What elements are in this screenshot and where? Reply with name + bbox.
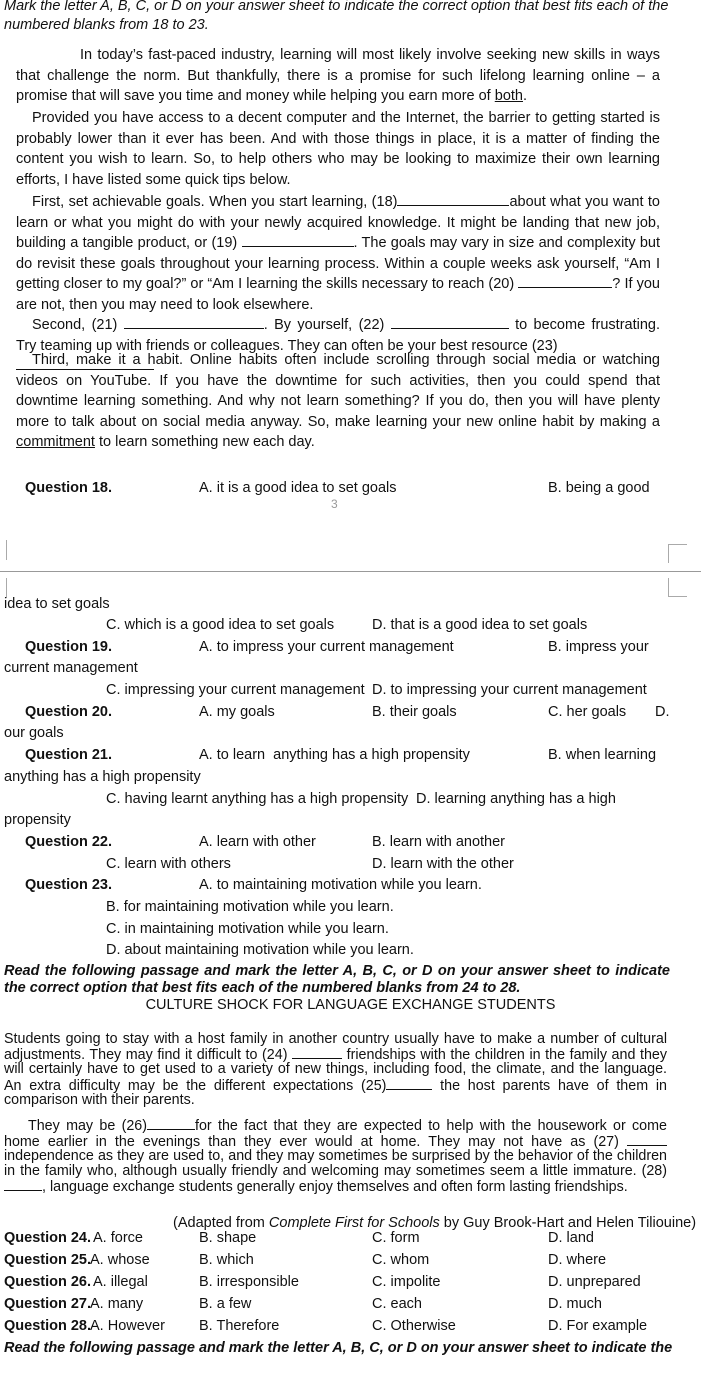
q27-option-c[interactable]: C. each	[372, 1296, 422, 1312]
q19-label: Question 19.	[25, 639, 113, 655]
blank-28	[4, 1178, 42, 1191]
passage1-paragraph-1: In today’s fast-paced industry, learning will most likely involve seeking new skills in ways that challenge the norm. But thankfully, there is a promise for such lifelong learning online – a promise that will save you time and money while helping you earn more of both.	[16, 47, 660, 105]
q24-option-c[interactable]: C. form	[372, 1230, 420, 1246]
q23-label: Question 23.	[25, 877, 113, 893]
q18-option-b-part2[interactable]: idea to set goals	[4, 596, 110, 612]
passage1-paragraph-5: Third, make it a habit. Online habits often include scrolling through social media or watching videos on YouTube. If you have the downtime for such activities, then you could spend that downtime learning something. And why not learn something? If you do, then you will have plenty more to talk about on social media anyway. So, make learning your new online habit by making a commitment to learn something new each day.	[16, 352, 660, 451]
q28-option-b[interactable]: B. Therefore	[199, 1318, 280, 1334]
q19-option-c[interactable]: C. impressing your current management	[106, 682, 365, 698]
q21-option-b-part1[interactable]: B. when learning	[548, 747, 657, 763]
q20-label: Question 20.	[25, 704, 113, 720]
q21-option-b-part2[interactable]: anything has a high propensity	[4, 769, 201, 785]
q25-option-c[interactable]: C. whom	[372, 1252, 430, 1268]
q25-option-d[interactable]: D. where	[548, 1252, 607, 1268]
blank-20	[518, 275, 612, 288]
page-separator	[0, 571, 701, 572]
instruction-mid: Read the following passage and mark the letter A, B, C, or D on your answer sheet to indicate the correct option that best fits each of the numbered blanks from 24 to 28.	[4, 963, 670, 996]
q19-option-b-part1[interactable]: B. impress your	[548, 639, 649, 655]
q26-option-b[interactable]: B. irresponsible	[199, 1274, 299, 1290]
blank-22	[391, 316, 509, 329]
q22-option-d[interactable]: D. learn with the other	[372, 856, 514, 872]
q28-option-d[interactable]: D. For example	[548, 1318, 648, 1334]
q24-option-b[interactable]: B. shape	[199, 1230, 257, 1246]
q19-option-b-part2[interactable]: current management	[4, 660, 138, 676]
q22-label: Question 22.	[25, 834, 113, 850]
q26-option-a[interactable]: A. illegal	[93, 1274, 148, 1290]
q25-option-b[interactable]: B. which	[199, 1252, 254, 1268]
q18-option-b-part1[interactable]: B. being a good	[548, 480, 650, 496]
passage2-paragraph-2: They may be (26) for the fact that they are expected to help with the housework or come home earlier in the evenings than they ever would at home. They may not have as (27) independence as they are used to, and they may sometimes be surprised by the behavior of the children in the family who, although usually friendly and welcoming may sometimes seem a little immature. (28) , language exchange students generally enjoy themselves and often form lasting friendships.	[4, 1118, 667, 1195]
q21-option-d-part1[interactable]: D. learning anything has a high	[416, 791, 616, 807]
blank-25	[386, 1077, 432, 1090]
q26-option-c[interactable]: C. impolite	[372, 1274, 441, 1290]
blank-21	[124, 316, 264, 329]
q24-label: Question 24.	[4, 1230, 92, 1246]
q28-label: Question 28.	[4, 1318, 92, 1334]
q28-option-a[interactable]: A. However	[90, 1318, 165, 1334]
q18-label: Question 18.	[25, 480, 113, 496]
q18-option-c[interactable]: C. which is a good idea to set goals	[106, 617, 335, 633]
passage1-paragraph-3: First, set achievable goals. When you start learning, (18) about what you want to learn or what you might do with your newly acquired knowledge. It might be landing that new job, building a tangible product, or (19) . The goals may vary in size and complexity but do revisit these goals throughout your learning process. Within a couple weeks ask yourself, “Am I getting closer to my goal?” or “Am I learning the skills necessary to reach (20) ? If you are not, then you may need to look elsewhere.	[16, 194, 660, 313]
q20-option-c[interactable]: C. her goals	[548, 704, 627, 720]
q21-option-a[interactable]: A. to learn anything has a high propensity	[199, 747, 470, 763]
q20-option-d-part2[interactable]: our goals	[4, 725, 64, 741]
q21-option-d-part2[interactable]: propensity	[4, 812, 71, 828]
page-number: 3	[331, 497, 338, 511]
q26-label: Question 26.	[4, 1274, 92, 1290]
q22-option-b[interactable]: B. learn with another	[372, 834, 505, 850]
underlined-word-both: both	[494, 88, 523, 105]
q27-option-d[interactable]: D. much	[548, 1296, 602, 1312]
q23-option-a[interactable]: A. to maintaining motivation while you learn.	[199, 877, 482, 893]
page-corner-mark	[668, 578, 687, 597]
q27-label: Question 27.	[4, 1296, 92, 1312]
q19-option-d[interactable]: D. to impressing your current management	[372, 682, 647, 698]
q28-option-c[interactable]: C. Otherwise	[372, 1318, 456, 1334]
blank-26	[147, 1117, 195, 1130]
passage1-paragraph-4: Second, (21) . By yourself, (22) to become frustrating. Try teaming up with friends or colleagues. They can often be your best resource (23)	[16, 315, 660, 377]
blank-24	[292, 1046, 342, 1059]
blank-19	[242, 234, 354, 247]
q21-option-c[interactable]: C. having learnt anything has a high propensity	[106, 791, 409, 807]
q20-option-a[interactable]: A. my goals	[199, 704, 275, 720]
q23-option-b[interactable]: B. for maintaining motivation while you learn.	[106, 899, 394, 915]
instruction-bottom: Read the following passage and mark the letter A, B, C, or D on your answer sheet to indicate the	[4, 1340, 673, 1356]
passage2-title: CULTURE SHOCK FOR LANGUAGE EXCHANGE STUDENTS	[145, 997, 556, 1013]
q20-option-b[interactable]: B. their goals	[372, 704, 457, 720]
q18-option-d[interactable]: D. that is a good idea to set goals	[372, 617, 588, 633]
q23-option-c[interactable]: C. in maintaining motivation while you learn.	[106, 921, 389, 937]
q26-option-d[interactable]: D. unprepared	[548, 1274, 641, 1290]
q25-option-a[interactable]: A. whose	[90, 1252, 150, 1268]
q18-option-a[interactable]: A. it is a good idea to set goals	[199, 480, 397, 496]
source-citation: (Adapted from Complete First for Schools by Guy Brook-Hart and Helen Tiliouine)	[173, 1215, 697, 1231]
instruction-top: Mark the letter A, B, C, or D on your answer sheet to indicate the correct option that best fits each of the numbered blanks from 18 to 23.	[4, 0, 669, 33]
q21-label: Question 21.	[25, 747, 113, 763]
page-corner-mark	[0, 578, 7, 598]
passage2-paragraph-1: Students going to stay with a host family in another country usually have to make a number of cultural adjustments. They may find it difficult to (24) friendships with the children in the family and they will certainly have to get used to a variety of new things, including food, the climate, and the language. An extra difficulty may be the different expectations (25) the host parents have of them in comparison with their parents.	[4, 1031, 668, 1108]
underlined-word-commitment: commitment	[16, 434, 95, 451]
q22-option-a[interactable]: A. learn with other	[199, 834, 316, 850]
q24-option-a[interactable]: A. force	[93, 1230, 143, 1246]
q27-option-a[interactable]: A. many	[90, 1296, 144, 1312]
q25-label: Question 25.	[4, 1252, 92, 1268]
q24-option-d[interactable]: D. land	[548, 1230, 594, 1246]
q27-option-b[interactable]: B. a few	[199, 1296, 252, 1312]
blank-18	[397, 193, 509, 206]
page-corner-mark	[668, 544, 687, 563]
q23-option-d[interactable]: D. about maintaining motivation while you learn.	[106, 942, 414, 958]
q19-option-a[interactable]: A. to impress your current management	[199, 639, 454, 655]
q20-option-d-part1[interactable]: D.	[655, 704, 670, 720]
passage1-paragraph-2: Provided you have access to a decent computer and the Internet, the barrier to getting started is probably lower than it ever has been. And with those things in place, it is a matter of finding the content you wish to learn. So, to help others who may be looking to maximize their own learning efforts, I have listed some quick tips below.	[16, 110, 660, 188]
q22-option-c[interactable]: C. learn with others	[106, 856, 231, 872]
page-corner-mark	[0, 540, 7, 560]
blank-27	[627, 1133, 667, 1146]
